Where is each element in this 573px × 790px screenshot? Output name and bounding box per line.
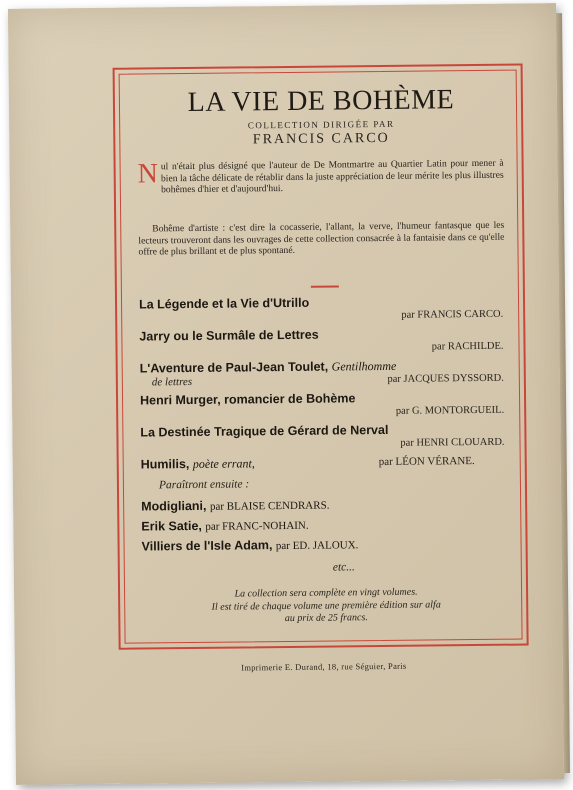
list-item	[139, 294, 503, 330]
upcoming-author: par FRANC-NOHAIN.	[205, 519, 309, 533]
collection-subtitle: COLLECTION DIRIGÉE PAR	[247, 118, 395, 131]
book-author: par HENRI CLOUARD.	[400, 436, 505, 449]
book-author: par RACHILDE.	[431, 340, 504, 353]
upcoming-item	[142, 536, 506, 560]
cover-content	[135, 66, 507, 625]
book-title-continuation: de lettres	[151, 375, 193, 389]
book-author: par FRANCIS CARCO.	[401, 308, 504, 321]
upcoming-title: Modigliani,	[141, 498, 207, 514]
upcoming-line	[141, 498, 329, 514]
book-title: L'Aventure de Paul-Jean Toulet,	[139, 359, 329, 376]
printer-imprint: Imprimerie E. Durand, 18, rue Séguier, Paris	[241, 660, 407, 673]
list-item	[140, 422, 504, 458]
upcoming-label: Paraîtront ensuite :	[158, 478, 250, 492]
upcoming-line	[142, 537, 359, 553]
closing-line-1: La collection sera complète en vingt volumes.	[234, 586, 418, 600]
book-title: Jarry ou le Surmâle de Lettres	[139, 327, 319, 344]
closing-line-3: au prix de 25 francs.	[284, 612, 368, 625]
book-title: La Légende et la Vie d'Utrillo	[138, 295, 310, 312]
upcoming-title: Villiers de l'Isle Adam,	[141, 538, 273, 554]
upcoming-line	[141, 518, 308, 534]
upcoming-title: Erik Satie,	[141, 518, 202, 534]
book-title-italic: poète errant,	[192, 456, 255, 471]
intro-text-1: ul n'était plus désigné que l'auteur de De Montmartre au Quartier Latin pour mener à bien la tâche délicate de rétablir dans la juste appréciation de leur mérite les plus illustres bohêmes d'hier et d'aujourd'hui.	[160, 157, 504, 196]
collection-title: LA VIE DE BOHÈME	[187, 84, 455, 119]
drop-cap: N	[137, 158, 159, 190]
intro-paragraph-2: Bohême d'artiste : c'est dire la cocasserie, l'allant, la verve, l'humeur fantasque que les lecteurs trouveront dans les ouvrages de cette collection consacrée à la fantaisie dans ce qu'elle offre de plus brillant et de plus spontané.	[138, 219, 505, 258]
title-list	[139, 294, 506, 576]
red-border-frame	[113, 64, 529, 650]
book-title: Henri Murger, romancier de Bohème	[139, 391, 356, 408]
book-title-wrap	[141, 456, 255, 472]
closing-note	[140, 586, 512, 627]
book-title-italic: Gentilhomme	[331, 358, 397, 374]
book-back-cover	[8, 3, 564, 785]
book-title: La Destinée Tragique de Gérard de Nerval	[140, 422, 389, 440]
book-author: par JACQUES DYSSORD.	[387, 372, 504, 385]
list-item	[140, 358, 504, 394]
upcoming-author: par BLAISE CENDRARS.	[209, 499, 330, 513]
book-author: par LÉON VÉRANE.	[378, 455, 475, 469]
director-name: FRANCIS CARCO	[252, 130, 390, 148]
closing-line-2: Il est tiré de chaque volume une première édition sur alfa	[211, 598, 441, 613]
list-item	[139, 326, 503, 362]
intro-paragraph-1	[138, 158, 504, 197]
book-author: par G. MONTORGUEIL.	[395, 404, 505, 417]
list-item	[141, 454, 505, 480]
list-item	[140, 390, 504, 426]
book-title-wrap	[140, 359, 397, 377]
book-title: Humilis,	[140, 457, 190, 472]
red-divider	[311, 285, 339, 287]
etc-text: etc...	[332, 561, 355, 574]
upcoming-author: par ED. JALOUX.	[275, 539, 359, 553]
